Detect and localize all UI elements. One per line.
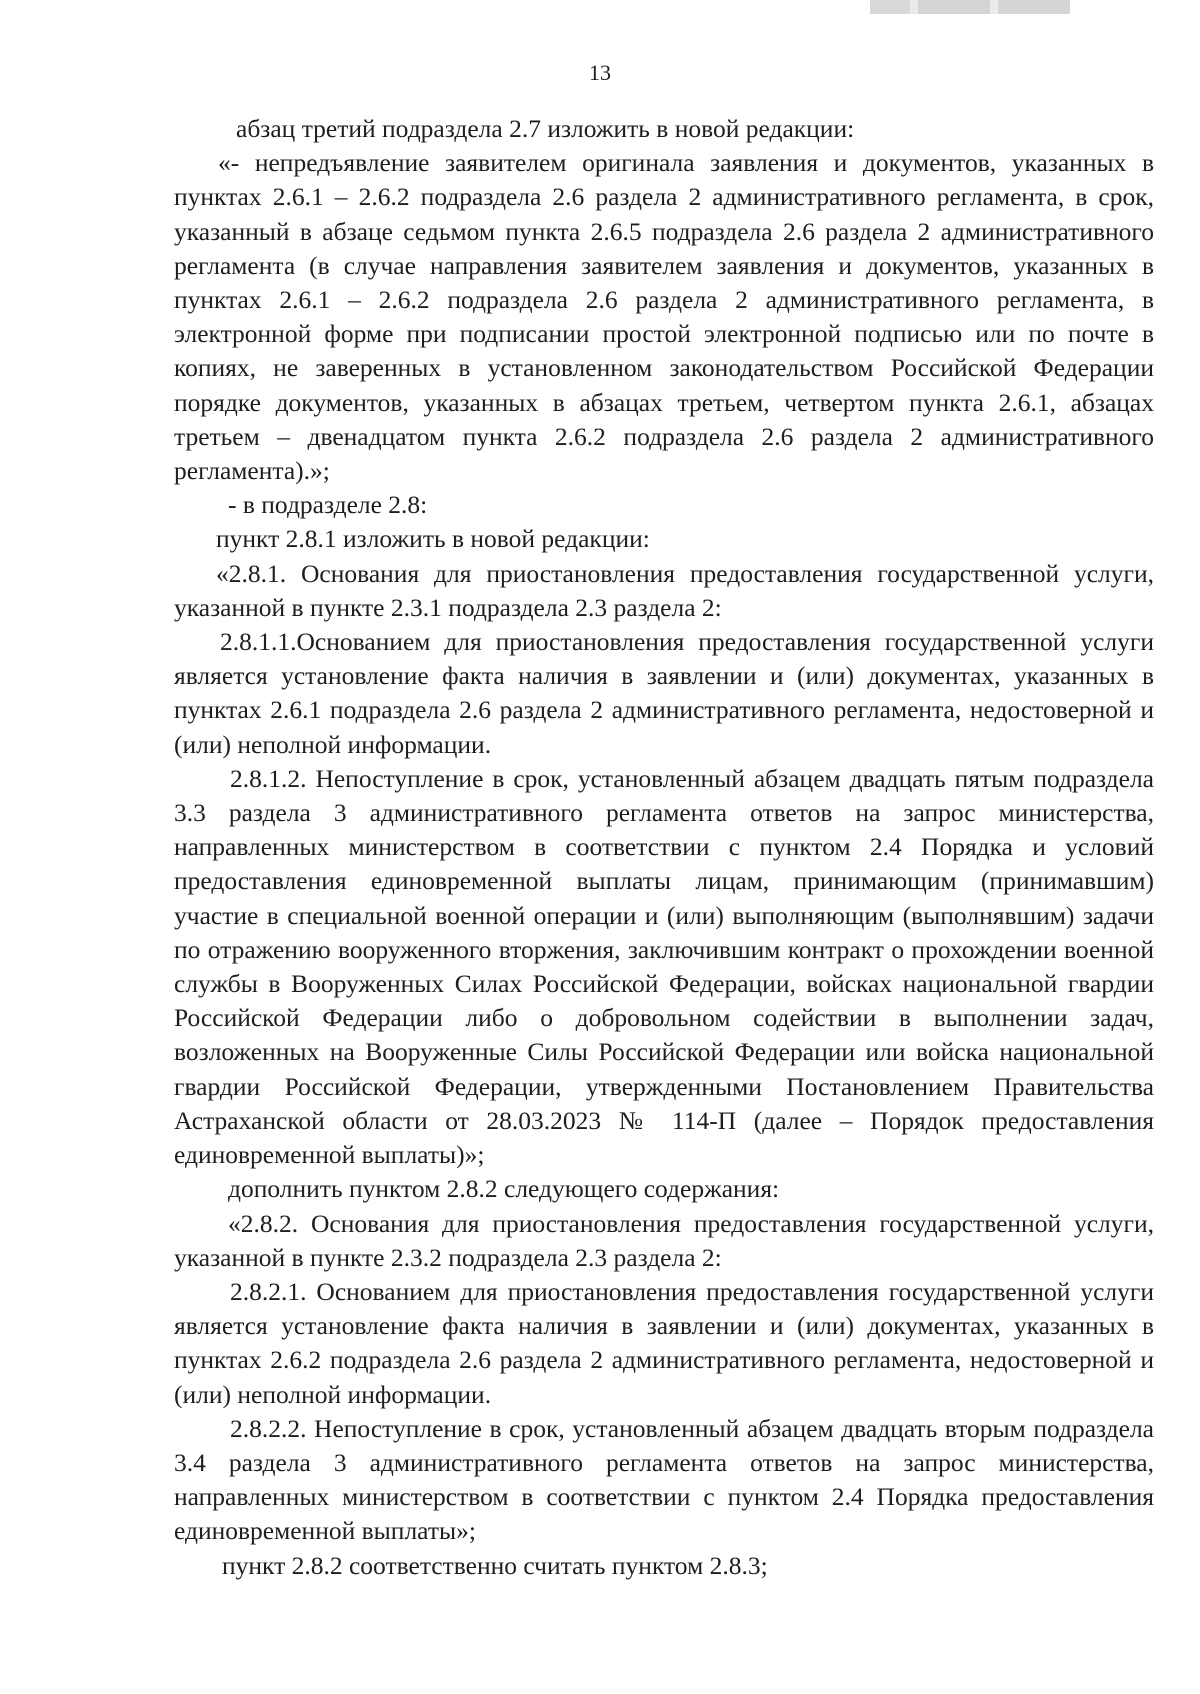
paragraph-5: «2.8.1. Основания для приостановления предоставления государственной услуги, указанной в пункте 2.3.1 подраздела 2.3 раздела 2: xyxy=(174,558,1154,622)
paragraph-8: дополнить пунктом 2.8.2 следующего содержания: xyxy=(228,1174,780,1204)
document-body xyxy=(174,112,1154,1583)
paragraph-10: 2.8.2.1. Основанием для приостановления предоставления государственной услуги является установление факта наличия в заявлении и (или) документах, указанных в пунктах 2.6.2 подраздела 2.6 раздела 2 административного регламента, недостоверной и (или) неполной информации. xyxy=(174,1276,1154,1409)
page-number: 13 xyxy=(589,60,611,85)
paragraph-11: 2.8.2.2. Непоступление в срок, установленный абзацем двадцать вторым подраздела 3.4 раздела 3 административного регламента ответов на запрос министерства, направленных министерством в соответствии с пунктом 2.4 Порядка предоставления единовременной выплаты»; xyxy=(174,1413,1154,1546)
scan-artifact xyxy=(870,0,1070,14)
paragraph-3: - в подразделе 2.8: xyxy=(228,490,428,520)
paragraph-4: пункт 2.8.1 изложить в новой редакции: xyxy=(216,524,650,554)
paragraph-7: 2.8.1.2. Непоступление в срок, установленный абзацем двадцать пятым подраздела 3.3 раздела 3 административного регламента ответов на запрос министерства, направленных министерством в соответствии с пунктом 2.4 Порядка и условий предоставления единовременной выплаты лицам, принимающим (принимавшим) участие в специальной военной операции и (или) выполняющим (выполнявшим) задачи по отражению вооруженного вторжения, заключившим контракт о прохождении военной службы в Вооруженных Силах Российской Федерации, войсках национальной гвардии Российской Федерации либо о добровольном содействии в выполнении задач, возложенных на Вооруженные Силы Российской Федерации или войска национальной гвардии Российской Федерации, утвержденными Постановлением Правительства Астраханской области от 28.03.2023 № 114-П (далее – Порядок предоставления единовременной выплаты)»; xyxy=(174,763,1154,1170)
paragraph-6: 2.8.1.1.Основанием для приостановления предоставления государственной услуги является установление факта наличия в заявлении и (или) документах, указанных в пунктах 2.6.1 подраздела 2.6 раздела 2 административного регламента, недостоверной и (или) неполной информации. xyxy=(174,627,1154,759)
paragraph-9: «2.8.2. Основания для приостановления предоставления государственной услуги, указанной в пункте 2.3.2 подраздела 2.3 раздела 2: xyxy=(174,1208,1154,1272)
paragraph-1: абзац третий подраздела 2.7 изложить в новой редакции: xyxy=(236,114,855,143)
paragraph-2: «- непредъявление заявителем оригинала заявления и документов, указанных в пунктах 2.6.1 – 2.6.2 подраздела 2.6 раздела 2 административного регламента, в срок, указанный в абзаце седьмом пункта 2.6.5 подраздела 2.6 раздела 2 административного регламента (в случае направления заявителем заявления и документов, указанных в пунктах 2.6.1 – 2.6.2 подраздела 2.6 раздела 2 административного регламента, в электронной форме при подписании простой электронной подписью или по почте в копиях, не заверенных в установленном законодательством Российской Федерации порядке документов, указанных в абзацах третьем, четвертом пункта 2.6.1, абзацах третьем – двенадцатом пункта 2.6.2 подраздела 2.6 раздела 2 административного регламента).»; xyxy=(174,148,1154,486)
paragraph-12: пункт 2.8.2 соответственно считать пунктом 2.8.3; xyxy=(222,1550,768,1580)
